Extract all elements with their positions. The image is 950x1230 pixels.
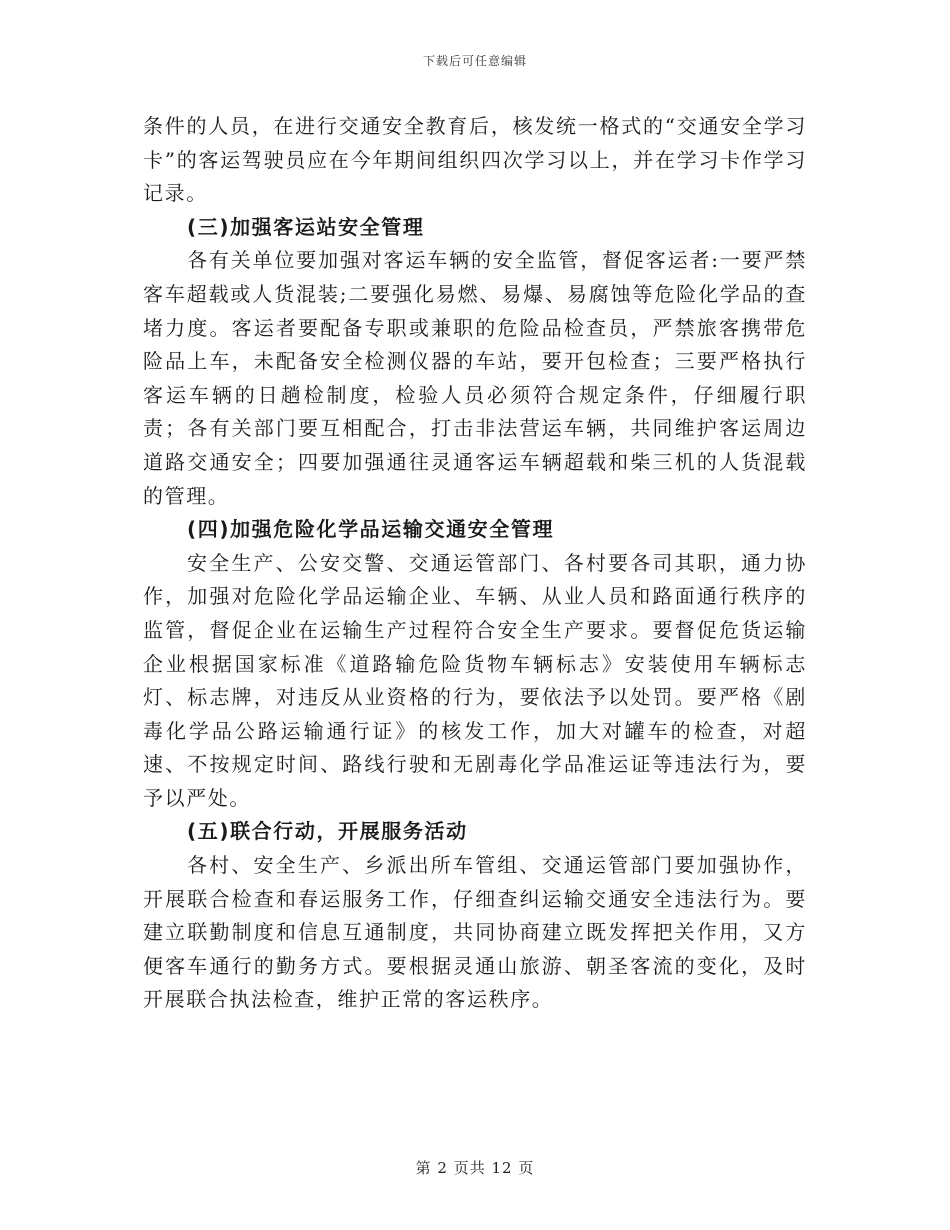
paragraph-continuation: 条件的人员，在进行交通安全教育后，核发统一格式的“交通安全学习卡”的客运驾驶员应在今年期间组织四次学习以上，并在学习卡作学习记录。: [143, 114, 807, 206]
header-note: 下载后可任意编辑: [422, 54, 527, 68]
page-number: 第 2 页共 12 页: [415, 1159, 535, 1177]
section-heading-4: (四)加强危险化学品运输交通安全管理: [187, 517, 555, 542]
section-heading-5: (五)联合行动，开展服务活动: [187, 819, 468, 844]
paragraph-section-5: 各村、安全生产、乡派出所车管组、交通运管部门要加强协作，开展联合检查和春运服务工作，仔细查纠运输交通安全违法行为。要建立联勤制度和信息互通制度，共同协商建立既发挥把关作用，又方便客车通行的勤务方式。要根据灵通山旅游、朝圣客流的变化，及时开展联合执法检查，维护正常的客运秩序。: [143, 853, 807, 1012]
section-heading-3: (三)加强客运站安全管理: [187, 214, 425, 239]
document-body: [143, 110, 807, 1017]
paragraph-section-3: 各有关单位要加强对客运车辆的安全监管，督促客运者:一要严禁客车超载或人货混装;二要强化易燃、易爆、易腐蚀等危险化学品的查堵力度。客运者要配备专职或兼职的危险品检查员，严禁旅客携带危险品上车，未配备安全检测仪器的车站，要开包检查；三要严格执行客运车辆的日趟检制度，检验人员必须符合规定条件，仔细履行职责；各有关部门要互相配合，打击非法营运车辆，共同维护客运周边道路交通安全；四要加强通往灵通客运车辆超载和柴三机的人货混载的管理。: [143, 248, 807, 508]
paragraph-section-4: 安全生产、公安交警、交通运管部门、各村要各司其职，通力协作，加强对危险化学品运输企业、车辆、从业人员和路面通行秩序的监管，督促企业在运输生产过程符合安全生产要求。要督促危货运输企业根据国家标准《道路输危险货物车辆标志》安装使用车辆标志灯、标志牌，对违反从业资格的行为，要依法予以处罚。要严格《剧毒化学品公路运输通行证》的核发工作，加大对罐车的检查，对超速、不按规定时间、路线行驶和无剧毒化学品准运证等违法行为，要予以严处。: [143, 550, 807, 810]
